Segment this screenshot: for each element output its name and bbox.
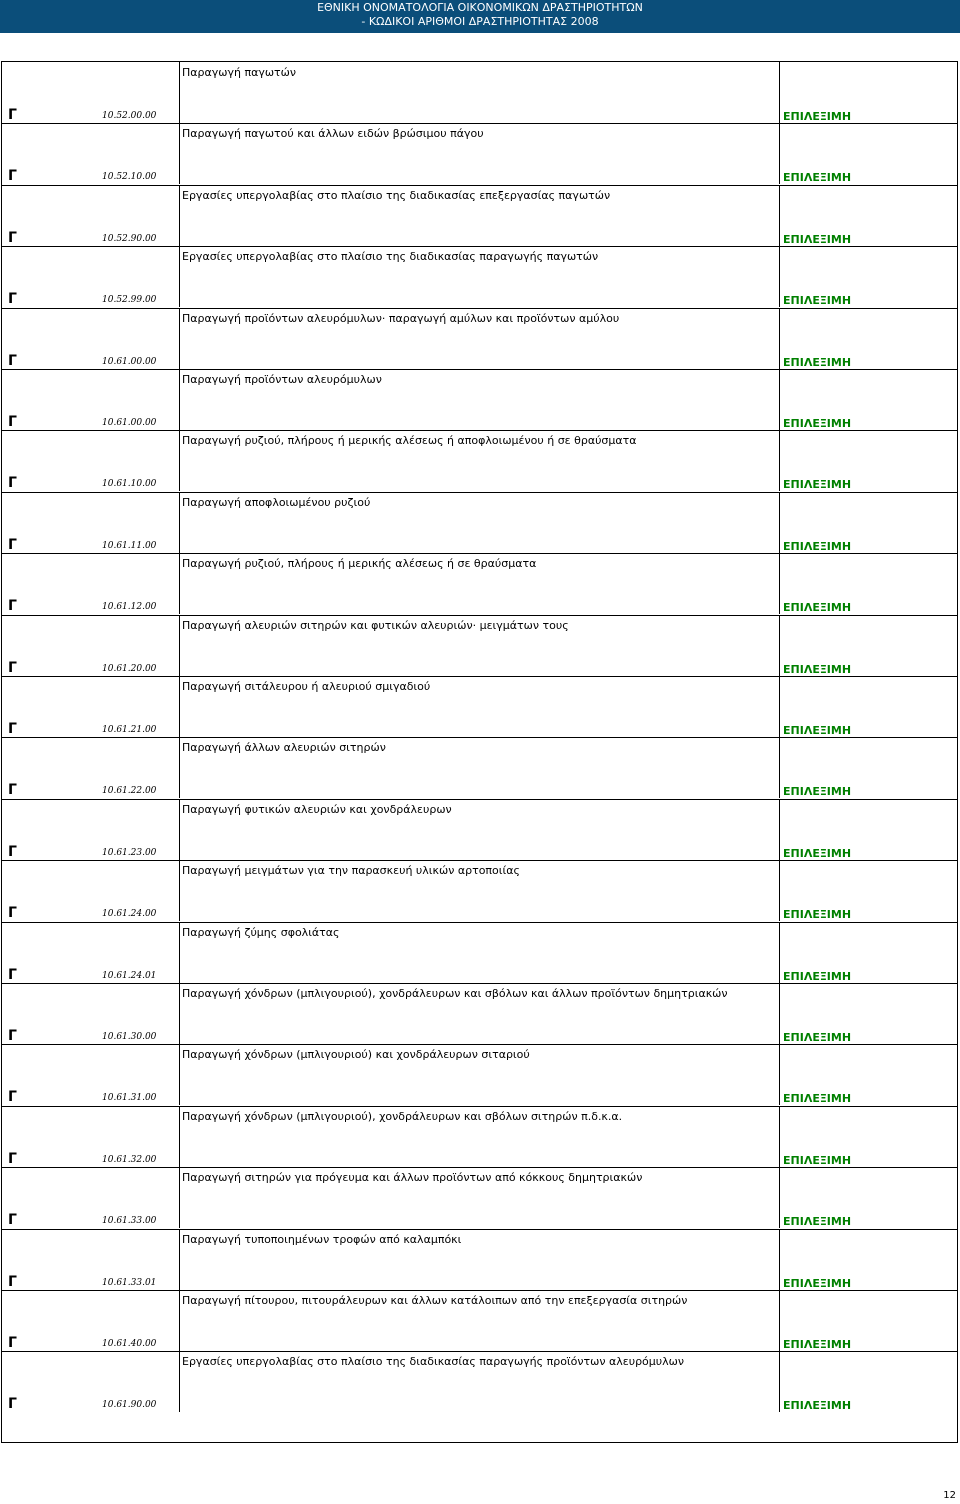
column-divider	[779, 860, 780, 921]
section-letter: Γ	[8, 598, 17, 614]
column-divider	[779, 676, 780, 737]
table-row	[2, 1167, 957, 1228]
activity-description: Παραγωγή πίτουρου, πιτουράλευρων και άλλων κατάλοιπων από την επεξεργασία σιτηρών	[182, 1294, 688, 1307]
column-divider	[179, 1351, 180, 1412]
activity-description: Παραγωγή σιτηρών για πρόγευμα και άλλων προϊόντων από κόκκους δημητριακών	[182, 1171, 643, 1184]
table-row	[2, 922, 957, 983]
column-divider	[179, 860, 180, 921]
column-divider	[779, 1229, 780, 1290]
column-divider	[179, 1167, 180, 1228]
activity-code: 10.61.33.01	[102, 1278, 157, 1288]
activity-description: Παραγωγή προϊόντων αλευρόμυλων· παραγωγή αμύλων και προϊόντων αμύλου	[182, 312, 620, 325]
activity-code: 10.52.10.00	[102, 172, 157, 182]
column-divider	[779, 123, 780, 184]
activity-table	[1, 61, 958, 1443]
row-divider	[2, 676, 957, 677]
activity-code: 10.61.00.00	[102, 357, 157, 367]
column-divider	[779, 1044, 780, 1105]
column-divider	[179, 922, 180, 983]
row-divider	[2, 553, 957, 554]
column-divider	[179, 799, 180, 860]
row-divider	[2, 860, 957, 861]
activity-code: 10.61.23.00	[102, 848, 157, 858]
table-row	[2, 62, 957, 123]
eligibility-status: ΕΠΙΛΕΞΙΜΗ	[783, 1031, 852, 1044]
eligibility-status: ΕΠΙΛΕΞΙΜΗ	[783, 1092, 852, 1105]
activity-code: 10.52.00.00	[102, 111, 157, 121]
table-row	[2, 1044, 957, 1105]
activity-description: Παραγωγή παγωτού και άλλων ειδών βρώσιμου πάγου	[182, 127, 484, 140]
column-divider	[179, 185, 180, 246]
row-divider	[2, 1229, 957, 1230]
table-row	[2, 1290, 957, 1351]
eligibility-status: ΕΠΙΛΕΞΙΜΗ	[783, 540, 852, 553]
row-divider	[2, 1106, 957, 1107]
page-number: 12	[943, 1490, 956, 1501]
activity-description: Παραγωγή αλευριών σιτηρών και φυτικών αλευριών· μειγμάτων τους	[182, 619, 569, 632]
column-divider	[779, 983, 780, 1044]
section-letter: Γ	[8, 537, 17, 553]
activity-description: Παραγωγή ρυζιού, πλήρους ή μερικής αλέσεως ή αποφλοιωμένου ή σε θραύσματα	[182, 434, 637, 447]
activity-description: Παραγωγή άλλων αλευριών σιτηρών	[182, 741, 386, 754]
section-letter: Γ	[8, 475, 17, 491]
activity-code: 10.61.33.00	[102, 1216, 157, 1226]
activity-code: 10.52.99.00	[102, 295, 157, 305]
table-row	[2, 1351, 957, 1412]
eligibility-status: ΕΠΙΛΕΞΙΜΗ	[783, 1277, 852, 1290]
row-divider	[2, 1351, 957, 1352]
column-divider	[179, 492, 180, 553]
activity-description: Παραγωγή προϊόντων αλευρόμυλων	[182, 373, 382, 386]
column-divider	[779, 430, 780, 491]
column-divider	[179, 308, 180, 369]
column-divider	[779, 1351, 780, 1412]
activity-code: 10.61.40.00	[102, 1339, 157, 1349]
row-divider	[2, 246, 957, 247]
eligibility-status: ΕΠΙΛΕΞΙΜΗ	[783, 785, 852, 798]
activity-description: Παραγωγή αποφλοιωμένου ρυζιού	[182, 496, 371, 509]
activity-description: Παραγωγή τυποποιημένων τροφών από καλαμπόκι	[182, 1233, 462, 1246]
column-divider	[779, 62, 780, 123]
eligibility-status: ΕΠΙΛΕΞΙΜΗ	[783, 663, 852, 676]
column-divider	[779, 308, 780, 369]
activity-code: 10.61.12.00	[102, 602, 157, 612]
table-row	[2, 369, 957, 430]
eligibility-status: ΕΠΙΛΕΞΙΜΗ	[783, 601, 852, 614]
column-divider	[179, 615, 180, 676]
row-divider	[2, 430, 957, 431]
column-divider	[179, 1290, 180, 1351]
column-divider	[179, 62, 180, 123]
column-divider	[179, 369, 180, 430]
column-divider	[779, 185, 780, 246]
column-divider	[179, 1106, 180, 1167]
activity-description: Παραγωγή ζύμης σφολιάτας	[182, 926, 340, 939]
table-row	[2, 1229, 957, 1290]
eligibility-status: ΕΠΙΛΕΞΙΜΗ	[783, 478, 852, 491]
activity-description: Εργασίες υπεργολαβίας στο πλαίσιο της διαδικασίας παραγωγής προϊόντων αλευρόμυλων	[182, 1355, 685, 1368]
eligibility-status: ΕΠΙΛΕΞΙΜΗ	[783, 110, 852, 123]
column-divider	[779, 369, 780, 430]
activity-code: 10.61.20.00	[102, 664, 157, 674]
section-letter: Γ	[8, 721, 17, 737]
activity-code: 10.52.90.00	[102, 234, 157, 244]
activity-description: Παραγωγή μειγμάτων για την παρασκευή υλικών αρτοποιίας	[182, 864, 520, 877]
row-divider	[2, 615, 957, 616]
section-letter: Γ	[8, 1212, 17, 1228]
column-divider	[779, 799, 780, 860]
table-row	[2, 123, 957, 184]
activity-code: 10.61.21.00	[102, 725, 157, 735]
eligibility-status: ΕΠΙΛΕΞΙΜΗ	[783, 847, 852, 860]
row-divider	[2, 185, 957, 186]
row-divider	[2, 799, 957, 800]
activity-code: 10.61.24.01	[102, 971, 157, 981]
table-row	[2, 676, 957, 737]
eligibility-status: ΕΠΙΛΕΞΙΜΗ	[783, 171, 852, 184]
column-divider	[179, 737, 180, 798]
activity-description: Εργασίες υπεργολαβίας στο πλαίσιο της διαδικασίας παραγωγής παγωτών	[182, 250, 599, 263]
column-divider	[179, 1044, 180, 1105]
column-divider	[179, 430, 180, 491]
table-row	[2, 492, 957, 553]
activity-description: Παραγωγή χόνδρων (μπλιγουριού), χονδράλευρων και σβόλων και άλλων προϊόντων δημητριακών	[182, 987, 728, 1000]
table-row	[2, 1106, 957, 1167]
activity-description: Παραγωγή παγωτών	[182, 66, 297, 79]
row-divider	[2, 308, 957, 309]
column-divider	[779, 492, 780, 553]
document-header	[0, 0, 960, 33]
column-divider	[179, 123, 180, 184]
row-divider	[2, 922, 957, 923]
table-row	[2, 246, 957, 307]
section-letter: Γ	[8, 107, 17, 123]
section-letter: Γ	[8, 230, 17, 246]
column-divider	[779, 1167, 780, 1228]
section-letter: Γ	[8, 844, 17, 860]
eligibility-status: ΕΠΙΛΕΞΙΜΗ	[783, 356, 852, 369]
row-divider	[2, 369, 957, 370]
section-letter: Γ	[8, 1089, 17, 1105]
activity-code: 10.61.24.00	[102, 909, 157, 919]
activity-code: 10.61.10.00	[102, 479, 157, 489]
table-row	[2, 983, 957, 1044]
activity-description: Εργασίες υπεργολαβίας στο πλαίσιο της διαδικασίας επεξεργασίας παγωτών	[182, 189, 611, 202]
eligibility-status: ΕΠΙΛΕΞΙΜΗ	[783, 294, 852, 307]
activity-description: Παραγωγή φυτικών αλευριών και χονδράλευρων	[182, 803, 452, 816]
section-letter: Γ	[8, 967, 17, 983]
column-divider	[779, 246, 780, 307]
table-row	[2, 799, 957, 860]
column-divider	[179, 676, 180, 737]
table-row	[2, 430, 957, 491]
activity-description: Παραγωγή χόνδρων (μπλιγουριού), χονδράλευρων και σβόλων σιτηρών π.δ.κ.α.	[182, 1110, 623, 1123]
section-letter: Γ	[8, 660, 17, 676]
section-letter: Γ	[8, 1396, 17, 1412]
activity-code: 10.61.30.00	[102, 1032, 157, 1042]
row-divider	[2, 737, 957, 738]
section-letter: Γ	[8, 353, 17, 369]
eligibility-status: ΕΠΙΛΕΞΙΜΗ	[783, 724, 852, 737]
column-divider	[779, 1106, 780, 1167]
eligibility-status: ΕΠΙΛΕΞΙΜΗ	[783, 908, 852, 921]
row-divider	[2, 123, 957, 124]
eligibility-status: ΕΠΙΛΕΞΙΜΗ	[783, 1215, 852, 1228]
table-row	[2, 185, 957, 246]
activity-code: 10.61.90.00	[102, 1400, 157, 1410]
section-letter: Γ	[8, 168, 17, 184]
column-divider	[179, 553, 180, 614]
column-divider	[179, 246, 180, 307]
section-letter: Γ	[8, 905, 17, 921]
column-divider	[779, 1290, 780, 1351]
activity-code: 10.61.22.00	[102, 786, 157, 796]
section-letter: Γ	[8, 782, 17, 798]
column-divider	[179, 1229, 180, 1290]
table-row	[2, 860, 957, 921]
activity-code: 10.61.00.00	[102, 418, 157, 428]
section-letter: Γ	[8, 1151, 17, 1167]
section-letter: Γ	[8, 414, 17, 430]
table-row	[2, 737, 957, 798]
section-letter: Γ	[8, 291, 17, 307]
table-row	[2, 553, 957, 614]
activity-code: 10.61.31.00	[102, 1093, 157, 1103]
row-divider	[2, 1290, 957, 1291]
eligibility-status: ΕΠΙΛΕΞΙΜΗ	[783, 1154, 852, 1167]
section-letter: Γ	[8, 1274, 17, 1290]
row-divider	[2, 983, 957, 984]
eligibility-status: ΕΠΙΛΕΞΙΜΗ	[783, 970, 852, 983]
table-row	[2, 308, 957, 369]
table-row	[2, 615, 957, 676]
row-divider	[2, 1044, 957, 1045]
row-divider	[2, 1167, 957, 1168]
activity-description: Παραγωγή χόνδρων (μπλιγουριού) και χονδράλευρων σιταριού	[182, 1048, 530, 1061]
section-letter: Γ	[8, 1028, 17, 1044]
column-divider	[779, 737, 780, 798]
header-subtitle: - ΚΩΔΙΚΟΙ ΑΡΙΘΜΟΙ ΔΡΑΣΤΗΡΙΟΤΗΤΑΣ 2008	[361, 15, 599, 28]
column-divider	[779, 615, 780, 676]
column-divider	[779, 922, 780, 983]
activity-description: Παραγωγή σιτάλευρου ή αλευριού σμιγαδιού	[182, 680, 431, 693]
eligibility-status: ΕΠΙΛΕΞΙΜΗ	[783, 1338, 852, 1351]
activity-code: 10.61.11.00	[102, 541, 157, 551]
section-letter: Γ	[8, 1335, 17, 1351]
header-title: ΕΘΝΙΚΗ ΟΝΟΜΑΤΟΛΟΓΙΑ ΟΙΚΟΝΟΜΙΚΩΝ ΔΡΑΣΤΗΡΙΟΤΗΤΩΝ	[317, 1, 643, 14]
eligibility-status: ΕΠΙΛΕΞΙΜΗ	[783, 417, 852, 430]
activity-description: Παραγωγή ρυζιού, πλήρους ή μερικής αλέσεως ή σε θραύσματα	[182, 557, 537, 570]
row-divider	[2, 492, 957, 493]
column-divider	[179, 983, 180, 1044]
activity-code: 10.61.32.00	[102, 1155, 157, 1165]
eligibility-status: ΕΠΙΛΕΞΙΜΗ	[783, 1399, 852, 1412]
column-divider	[779, 553, 780, 614]
eligibility-status: ΕΠΙΛΕΞΙΜΗ	[783, 233, 852, 246]
